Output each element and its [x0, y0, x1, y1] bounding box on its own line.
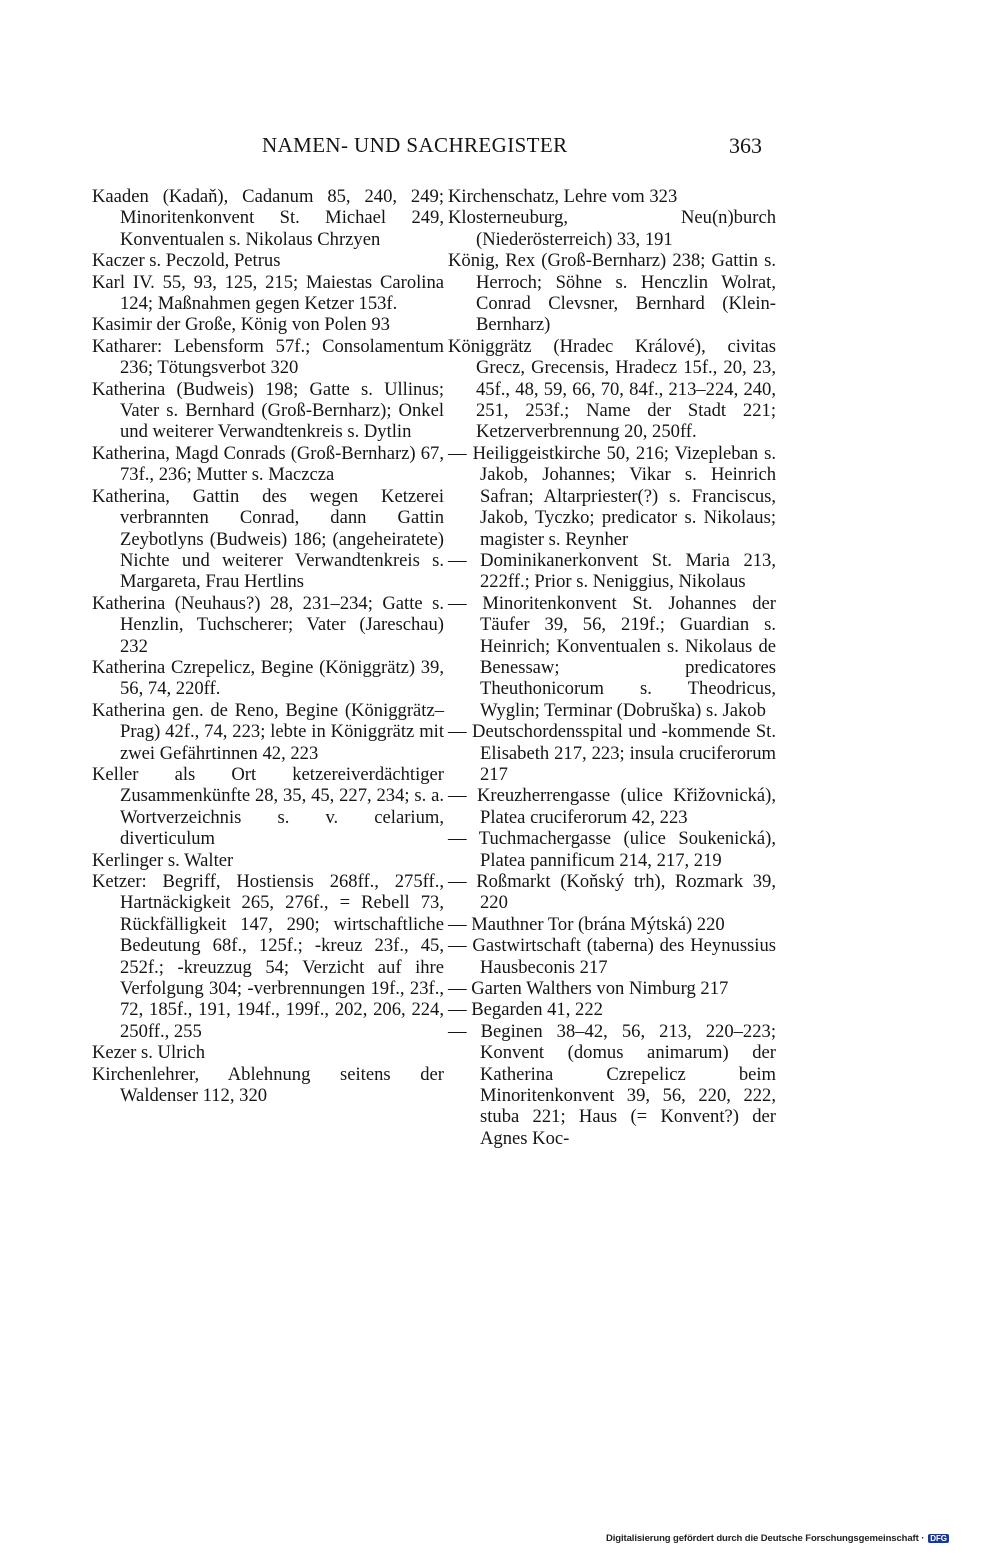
index-subentry: — Gastwirtschaft (taberna) des Heynussius Hausbeconis 217: [448, 935, 776, 978]
index-entry: Katherina, Gattin des wegen Ketzerei verbrannten Conrad, dann Gattin Zeybotlyns (Budweis) 186; (angeheiratete) Nichte und weiterer Verwandtenkreis s. Margareta, Frau Hertlins: [92, 485, 444, 593]
running-title: NAMEN- UND SACHREGISTER: [262, 133, 568, 157]
index-subentry: — Deutschordensspital und -kommende St. Elisabeth 217, 223; insula cruciferorum 217: [448, 721, 776, 785]
index-subentry: — Dominikanerkonvent St. Maria 213, 222ff.; Prior s. Neniggius, Nikolaus: [448, 549, 776, 593]
index-entry: Katherina gen. de Reno, Begine (Königgrätz–Prag) 42f., 74, 223; lebte in Königgrätz mit zwei Gefährtinnen 42, 223: [92, 699, 444, 764]
index-subentry: — Heiliggeistkirche 50, 216; Vizepleban s. Jakob, Johannes; Vikar s. Heinrich Safran; Altarpriester(?) s. Franciscus, Jakob, Tyczko; predicator s. Nikolaus; magister s. Reynher: [448, 442, 776, 550]
index-entry: Kirchenschatz, Lehre vom 323: [448, 186, 678, 207]
index-subentry: — Minoritenkonvent St. Johannes der Täufer 39, 56, 219f.; Guardian s. Heinrich; Konventualen s. Nikolaus de Benessaw; predicatores Theuthonicorum s. Theodricus, Wyglin; Terminar (Dobruška) s. Jakob: [448, 592, 776, 721]
index-subentry: — Kreuzherrengasse (ulice Křižovnická), Platea cruciferorum 42, 223: [448, 785, 776, 828]
index-entry: Keller als Ort ketzereiverdächtiger Zusammenkünfte 28, 35, 45, 227, 234; s. a. Wortverzeichnis s. v. celarium, diverticulum: [92, 763, 444, 850]
index-entry: Kasimir der Große, König von Polen 93: [92, 314, 390, 336]
index-column-left: [92, 186, 444, 1106]
index-subentry: — Garten Walthers von Nimburg 217: [448, 978, 729, 1000]
dfg-logo: DFG: [930, 1534, 947, 1543]
index-entry: Königgrätz (Hradec Králové), civitas Grecz, Grecensis, Hradecz 15f., 20, 23, 45f., 48, 59, 66, 70, 84f., 213–224, 240, 251, 253f.; Name der Stadt 221; Ketzerverbrennung 20, 250ff.: [448, 335, 776, 443]
index-column-right: [448, 186, 776, 1149]
index-subentry: — Beginen 38–42, 56, 213, 220–223; Konvent (domus animarum) der Katherina Czrepelicz beim Minoritenkonvent 39, 56, 220, 222, stuba 221; Haus (= Konvent?) der Agnes Koc-: [448, 1020, 776, 1149]
index-entry: Kezer s. Ulrich: [92, 1042, 206, 1064]
index-entry: Katherina Czrepelicz, Begine (Königgrätz) 39, 56, 74, 220ff.: [92, 656, 444, 700]
index-entry: Kaaden (Kadaň), Cadanum 85, 240, 249; Minoritenkonvent St. Michael 249, Konventualen s. Nikolaus Chrzyen: [92, 186, 444, 250]
index-entry: Klosterneuburg, Neu(n)burch (Niederösterreich) 33, 191: [448, 207, 776, 250]
index-subentry: — Begarden 41, 222: [448, 999, 603, 1021]
index-subentry: — Roßmarkt (Koňský trh), Rozmark 39, 220: [448, 871, 776, 914]
digitization-credit: [606, 1533, 949, 1544]
page-number: 363: [729, 133, 762, 158]
index-entry: Karl IV. 55, 93, 125, 215; Maiestas Carolina 124; Maßnahmen gegen Ketzer 153f.: [92, 271, 444, 315]
index-entry: Kerlinger s. Walter: [92, 849, 234, 871]
index-entry: Katherina (Budweis) 198; Gatte s. Ullinus; Vater s. Bernhard (Groß-Bernharz); Onkel und weiterer Verwandtenkreis s. Dytlin: [92, 378, 444, 443]
index-entry: Kaczer s. Peczold, Petrus: [92, 250, 281, 272]
index-subentry: — Mauthner Tor (brána Mýtská) 220: [448, 913, 725, 935]
page-header: [0, 133, 1000, 163]
index-entry: Ketzer: Begriff, Hostiensis 268ff., 275ff., Hartnäckigkeit 265, 276f., = Rebell 73, Rückfälligkeit 147, 290; wirtschaftliche Bedeutung 68f., 125f.; -kreuz 23f., 45, 252f.; -kreuzzug 54; Verzicht auf ihre Verfolgung 304; -verbrennungen 19f., 23f., 72, 185f., 191, 194f., 199f., 202, 206, 224, 250ff., 255: [92, 871, 444, 1042]
index-entry: König, Rex (Groß-Bernharz) 238; Gattin s. Herroch; Söhne s. Henczlin Wolrat, Conrad Clevsner, Bernhard (Klein-Bernharz): [448, 250, 776, 336]
credit-text: Digitalisierung gefördert durch die Deutsche Forschungsgemeinschaft ·: [606, 1533, 925, 1544]
index-entry: Katherina (Neuhaus?) 28, 231–234; Gatte s. Henzlin, Tuchscherer; Vater (Jareschau) 232: [92, 592, 444, 657]
index-subentry: — Tuchmachergasse (ulice Soukenická), Platea pannificum 214, 217, 219: [448, 828, 776, 871]
index-entry: Kirchenlehrer, Ablehnung seitens der Waldenser 112, 320: [92, 1063, 444, 1107]
index-entry: Katharer: Lebensform 57f.; Consolamentum 236; Tötungsverbot 320: [92, 335, 444, 379]
index-entry: Katherina, Magd Conrads (Groß-Bernharz) 67, 73f., 236; Mutter s. Maczcza: [92, 442, 444, 486]
